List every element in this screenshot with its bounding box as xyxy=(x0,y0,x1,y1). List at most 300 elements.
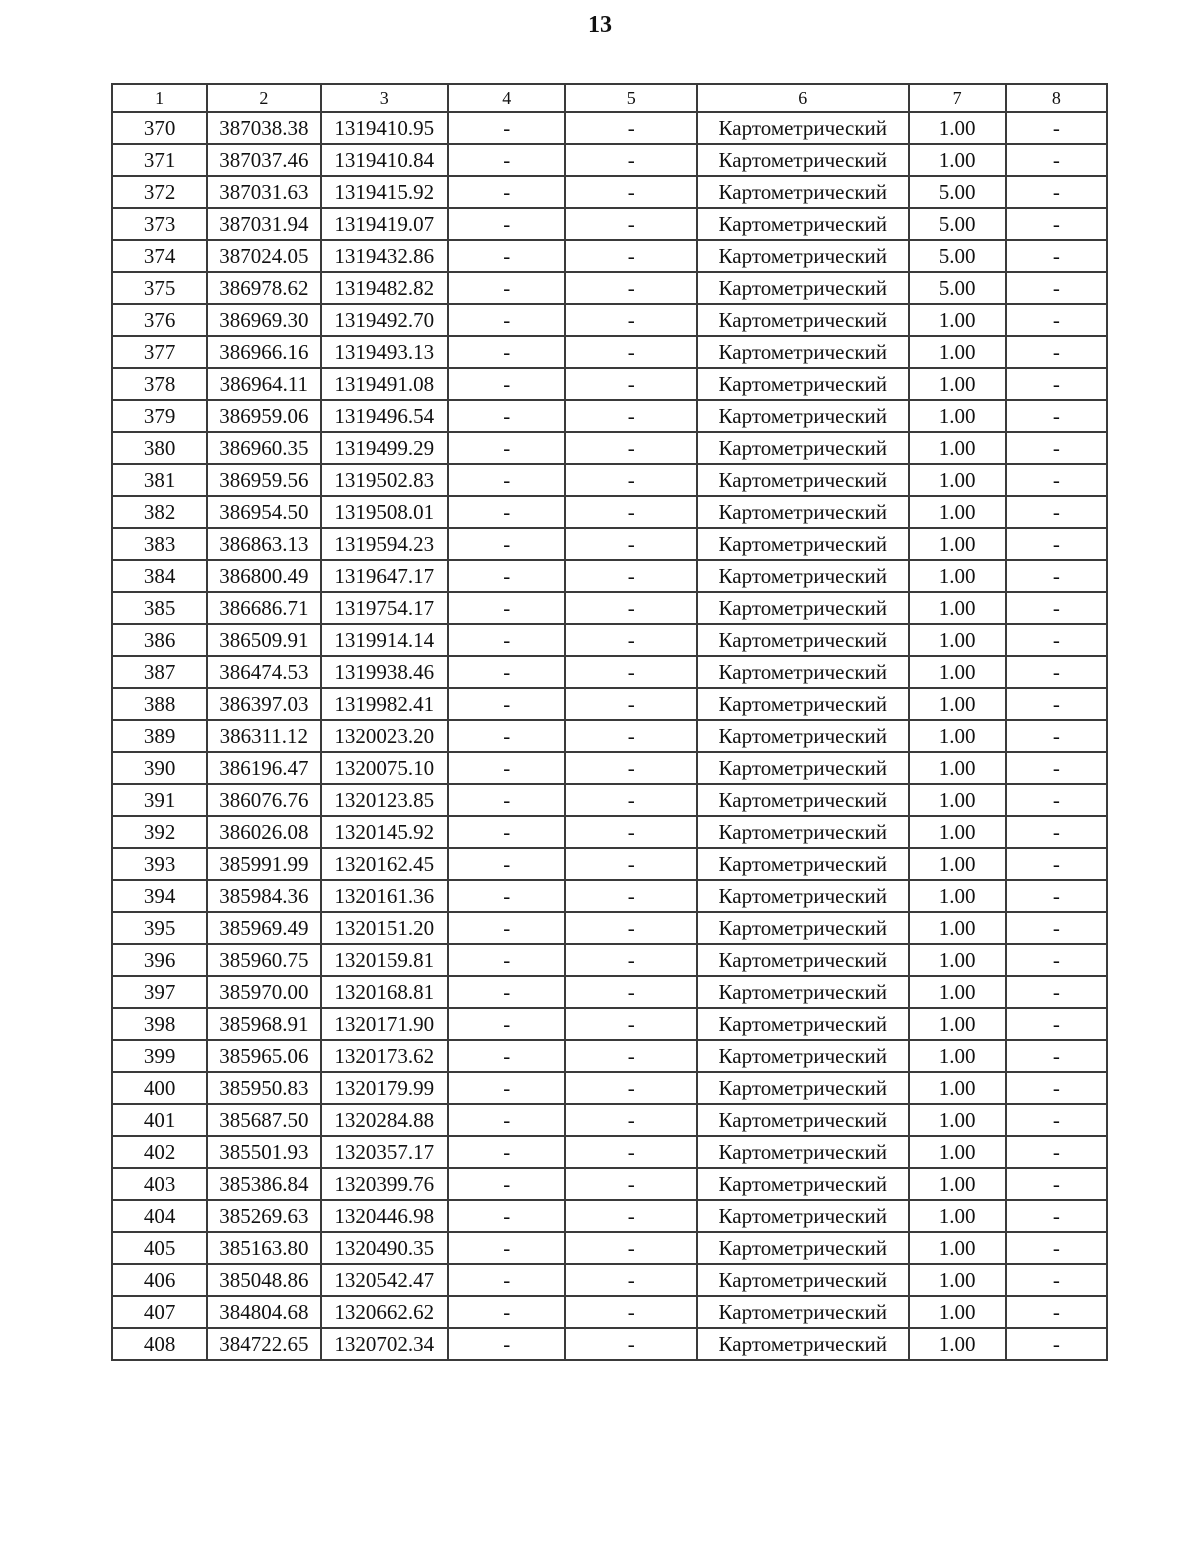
method-cell: Картометрический xyxy=(697,1168,909,1200)
y-coordinate-cell: 1319502.83 xyxy=(321,464,449,496)
table-row xyxy=(112,1104,1107,1136)
method-cell: Картометрический xyxy=(697,240,909,272)
x-coordinate-cell: 386311.12 xyxy=(207,720,320,752)
method-cell: Картометрический xyxy=(697,752,909,784)
point-number-cell: 376 xyxy=(112,304,207,336)
table-row xyxy=(112,1328,1107,1360)
method-cell: Картометрический xyxy=(697,304,909,336)
method-cell: Картометрический xyxy=(697,624,909,656)
point-number-cell: 381 xyxy=(112,464,207,496)
col5-cell: - xyxy=(565,112,697,144)
method-cell: Картометрический xyxy=(697,912,909,944)
accuracy-cell: 1.00 xyxy=(909,944,1006,976)
col5-cell: - xyxy=(565,336,697,368)
method-cell: Картометрический xyxy=(697,496,909,528)
y-coordinate-cell: 1319499.29 xyxy=(321,432,449,464)
y-coordinate-cell: 1320161.36 xyxy=(321,880,449,912)
col4-cell: - xyxy=(448,848,565,880)
y-coordinate-cell: 1320123.85 xyxy=(321,784,449,816)
col4-cell: - xyxy=(448,944,565,976)
y-coordinate-cell: 1319508.01 xyxy=(321,496,449,528)
x-coordinate-cell: 386863.13 xyxy=(207,528,320,560)
point-number-cell: 379 xyxy=(112,400,207,432)
accuracy-cell: 1.00 xyxy=(909,592,1006,624)
point-number-cell: 373 xyxy=(112,208,207,240)
col5-cell: - xyxy=(565,1200,697,1232)
table-row xyxy=(112,144,1107,176)
point-number-cell: 370 xyxy=(112,112,207,144)
col8-cell: - xyxy=(1006,144,1107,176)
col4-cell: - xyxy=(448,240,565,272)
x-coordinate-cell: 384722.65 xyxy=(207,1328,320,1360)
table-row xyxy=(112,1232,1107,1264)
accuracy-cell: 5.00 xyxy=(909,272,1006,304)
y-coordinate-cell: 1319419.07 xyxy=(321,208,449,240)
col8-cell: - xyxy=(1006,720,1107,752)
y-coordinate-cell: 1319492.70 xyxy=(321,304,449,336)
table-row xyxy=(112,336,1107,368)
col5-cell: - xyxy=(565,592,697,624)
x-coordinate-cell: 385984.36 xyxy=(207,880,320,912)
method-cell: Картометрический xyxy=(697,976,909,1008)
col8-cell: - xyxy=(1006,1232,1107,1264)
accuracy-cell: 1.00 xyxy=(909,912,1006,944)
x-coordinate-cell: 387031.94 xyxy=(207,208,320,240)
column-header: 5 xyxy=(565,84,697,112)
x-coordinate-cell: 386196.47 xyxy=(207,752,320,784)
x-coordinate-cell: 386686.71 xyxy=(207,592,320,624)
point-number-cell: 407 xyxy=(112,1296,207,1328)
method-cell: Картометрический xyxy=(697,1104,909,1136)
y-coordinate-cell: 1319754.17 xyxy=(321,592,449,624)
col8-cell: - xyxy=(1006,528,1107,560)
method-cell: Картометрический xyxy=(697,880,909,912)
method-cell: Картометрический xyxy=(697,720,909,752)
x-coordinate-cell: 385991.99 xyxy=(207,848,320,880)
col5-cell: - xyxy=(565,272,697,304)
method-cell: Картометрический xyxy=(697,1136,909,1168)
x-coordinate-cell: 385965.06 xyxy=(207,1040,320,1072)
table-row xyxy=(112,240,1107,272)
table-row xyxy=(112,1136,1107,1168)
accuracy-cell: 1.00 xyxy=(909,144,1006,176)
y-coordinate-cell: 1319432.86 xyxy=(321,240,449,272)
point-number-cell: 402 xyxy=(112,1136,207,1168)
x-coordinate-cell: 385048.86 xyxy=(207,1264,320,1296)
col4-cell: - xyxy=(448,656,565,688)
col4-cell: - xyxy=(448,464,565,496)
point-number-cell: 378 xyxy=(112,368,207,400)
col4-cell: - xyxy=(448,720,565,752)
table-row xyxy=(112,368,1107,400)
col8-cell: - xyxy=(1006,1104,1107,1136)
point-number-cell: 387 xyxy=(112,656,207,688)
coordinates-table xyxy=(111,83,1108,1361)
col5-cell: - xyxy=(565,816,697,848)
table-row xyxy=(112,560,1107,592)
table-row xyxy=(112,496,1107,528)
y-coordinate-cell: 1320399.76 xyxy=(321,1168,449,1200)
col8-cell: - xyxy=(1006,976,1107,1008)
accuracy-cell: 1.00 xyxy=(909,1008,1006,1040)
method-cell: Картометрический xyxy=(697,848,909,880)
col5-cell: - xyxy=(565,240,697,272)
col5-cell: - xyxy=(565,656,697,688)
col8-cell: - xyxy=(1006,496,1107,528)
x-coordinate-cell: 386964.11 xyxy=(207,368,320,400)
x-coordinate-cell: 387037.46 xyxy=(207,144,320,176)
col8-cell: - xyxy=(1006,944,1107,976)
table-row xyxy=(112,752,1107,784)
point-number-cell: 392 xyxy=(112,816,207,848)
x-coordinate-cell: 386959.06 xyxy=(207,400,320,432)
table-row xyxy=(112,1072,1107,1104)
method-cell: Картометрический xyxy=(697,1040,909,1072)
table-row xyxy=(112,1264,1107,1296)
table-row xyxy=(112,784,1107,816)
accuracy-cell: 1.00 xyxy=(909,784,1006,816)
col5-cell: - xyxy=(565,880,697,912)
accuracy-cell: 1.00 xyxy=(909,368,1006,400)
y-coordinate-cell: 1320179.99 xyxy=(321,1072,449,1104)
point-number-cell: 408 xyxy=(112,1328,207,1360)
accuracy-cell: 1.00 xyxy=(909,400,1006,432)
column-header: 3 xyxy=(321,84,449,112)
method-cell: Картометрический xyxy=(697,944,909,976)
method-cell: Картометрический xyxy=(697,816,909,848)
x-coordinate-cell: 387024.05 xyxy=(207,240,320,272)
col5-cell: - xyxy=(565,624,697,656)
table-row xyxy=(112,272,1107,304)
col5-cell: - xyxy=(565,1040,697,1072)
table-row xyxy=(112,528,1107,560)
accuracy-cell: 5.00 xyxy=(909,208,1006,240)
col4-cell: - xyxy=(448,1040,565,1072)
x-coordinate-cell: 386954.50 xyxy=(207,496,320,528)
col8-cell: - xyxy=(1006,784,1107,816)
col8-cell: - xyxy=(1006,912,1107,944)
col8-cell: - xyxy=(1006,752,1107,784)
point-number-cell: 400 xyxy=(112,1072,207,1104)
table-row xyxy=(112,1008,1107,1040)
accuracy-cell: 5.00 xyxy=(909,176,1006,208)
method-cell: Картометрический xyxy=(697,528,909,560)
accuracy-cell: 1.00 xyxy=(909,1328,1006,1360)
method-cell: Картометрический xyxy=(697,208,909,240)
y-coordinate-cell: 1319410.84 xyxy=(321,144,449,176)
col8-cell: - xyxy=(1006,656,1107,688)
y-coordinate-cell: 1320145.92 xyxy=(321,816,449,848)
accuracy-cell: 5.00 xyxy=(909,240,1006,272)
y-coordinate-cell: 1320162.45 xyxy=(321,848,449,880)
col8-cell: - xyxy=(1006,240,1107,272)
col8-cell: - xyxy=(1006,176,1107,208)
table-body xyxy=(112,112,1107,1360)
table-row xyxy=(112,944,1107,976)
accuracy-cell: 1.00 xyxy=(909,720,1006,752)
x-coordinate-cell: 385386.84 xyxy=(207,1168,320,1200)
col4-cell: - xyxy=(448,368,565,400)
col5-cell: - xyxy=(565,848,697,880)
point-number-cell: 383 xyxy=(112,528,207,560)
col4-cell: - xyxy=(448,336,565,368)
point-number-cell: 393 xyxy=(112,848,207,880)
col4-cell: - xyxy=(448,432,565,464)
col5-cell: - xyxy=(565,1328,697,1360)
col5-cell: - xyxy=(565,176,697,208)
point-number-cell: 391 xyxy=(112,784,207,816)
accuracy-cell: 1.00 xyxy=(909,464,1006,496)
col8-cell: - xyxy=(1006,816,1107,848)
table-row xyxy=(112,432,1107,464)
column-header: 8 xyxy=(1006,84,1107,112)
method-cell: Картометрический xyxy=(697,688,909,720)
col5-cell: - xyxy=(565,208,697,240)
x-coordinate-cell: 385970.00 xyxy=(207,976,320,1008)
method-cell: Картометрический xyxy=(697,176,909,208)
method-cell: Картометрический xyxy=(697,592,909,624)
y-coordinate-cell: 1319938.46 xyxy=(321,656,449,688)
x-coordinate-cell: 386969.30 xyxy=(207,304,320,336)
method-cell: Картометрический xyxy=(697,1072,909,1104)
point-number-cell: 388 xyxy=(112,688,207,720)
x-coordinate-cell: 386959.56 xyxy=(207,464,320,496)
column-header: 6 xyxy=(697,84,909,112)
col8-cell: - xyxy=(1006,400,1107,432)
x-coordinate-cell: 386966.16 xyxy=(207,336,320,368)
col4-cell: - xyxy=(448,1136,565,1168)
table-row xyxy=(112,912,1107,944)
col8-cell: - xyxy=(1006,848,1107,880)
col4-cell: - xyxy=(448,144,565,176)
col8-cell: - xyxy=(1006,1328,1107,1360)
accuracy-cell: 1.00 xyxy=(909,1296,1006,1328)
point-number-cell: 372 xyxy=(112,176,207,208)
col4-cell: - xyxy=(448,1296,565,1328)
x-coordinate-cell: 385269.63 xyxy=(207,1200,320,1232)
col8-cell: - xyxy=(1006,208,1107,240)
table-header-row xyxy=(112,84,1107,112)
point-number-cell: 382 xyxy=(112,496,207,528)
table-row xyxy=(112,304,1107,336)
accuracy-cell: 1.00 xyxy=(909,1232,1006,1264)
col8-cell: - xyxy=(1006,1200,1107,1232)
x-coordinate-cell: 386800.49 xyxy=(207,560,320,592)
method-cell: Картометрический xyxy=(697,1296,909,1328)
accuracy-cell: 1.00 xyxy=(909,1104,1006,1136)
accuracy-cell: 1.00 xyxy=(909,752,1006,784)
x-coordinate-cell: 386474.53 xyxy=(207,656,320,688)
col4-cell: - xyxy=(448,688,565,720)
method-cell: Картометрический xyxy=(697,272,909,304)
col5-cell: - xyxy=(565,784,697,816)
x-coordinate-cell: 385969.49 xyxy=(207,912,320,944)
accuracy-cell: 1.00 xyxy=(909,1040,1006,1072)
table-row xyxy=(112,848,1107,880)
x-coordinate-cell: 387031.63 xyxy=(207,176,320,208)
y-coordinate-cell: 1319496.54 xyxy=(321,400,449,432)
point-number-cell: 405 xyxy=(112,1232,207,1264)
accuracy-cell: 1.00 xyxy=(909,1168,1006,1200)
x-coordinate-cell: 385950.83 xyxy=(207,1072,320,1104)
y-coordinate-cell: 1319982.41 xyxy=(321,688,449,720)
column-header: 4 xyxy=(448,84,565,112)
col8-cell: - xyxy=(1006,1040,1107,1072)
x-coordinate-cell: 385968.91 xyxy=(207,1008,320,1040)
col4-cell: - xyxy=(448,1232,565,1264)
col8-cell: - xyxy=(1006,1264,1107,1296)
point-number-cell: 401 xyxy=(112,1104,207,1136)
col5-cell: - xyxy=(565,432,697,464)
accuracy-cell: 1.00 xyxy=(909,1136,1006,1168)
col8-cell: - xyxy=(1006,560,1107,592)
table-row xyxy=(112,176,1107,208)
method-cell: Картометрический xyxy=(697,656,909,688)
page-number: 13 xyxy=(588,12,612,38)
col8-cell: - xyxy=(1006,1168,1107,1200)
y-coordinate-cell: 1320023.20 xyxy=(321,720,449,752)
y-coordinate-cell: 1319493.13 xyxy=(321,336,449,368)
table-row xyxy=(112,464,1107,496)
col4-cell: - xyxy=(448,208,565,240)
x-coordinate-cell: 385163.80 xyxy=(207,1232,320,1264)
method-cell: Картометрический xyxy=(697,368,909,400)
y-coordinate-cell: 1320159.81 xyxy=(321,944,449,976)
y-coordinate-cell: 1320151.20 xyxy=(321,912,449,944)
point-number-cell: 396 xyxy=(112,944,207,976)
col5-cell: - xyxy=(565,560,697,592)
y-coordinate-cell: 1320490.35 xyxy=(321,1232,449,1264)
col8-cell: - xyxy=(1006,336,1107,368)
accuracy-cell: 1.00 xyxy=(909,496,1006,528)
table-row xyxy=(112,400,1107,432)
col5-cell: - xyxy=(565,752,697,784)
x-coordinate-cell: 387038.38 xyxy=(207,112,320,144)
col5-cell: - xyxy=(565,464,697,496)
x-coordinate-cell: 385501.93 xyxy=(207,1136,320,1168)
y-coordinate-cell: 1319491.08 xyxy=(321,368,449,400)
table-row xyxy=(112,1200,1107,1232)
col4-cell: - xyxy=(448,1104,565,1136)
col4-cell: - xyxy=(448,592,565,624)
col4-cell: - xyxy=(448,880,565,912)
col8-cell: - xyxy=(1006,624,1107,656)
table-row xyxy=(112,1296,1107,1328)
col5-cell: - xyxy=(565,720,697,752)
accuracy-cell: 1.00 xyxy=(909,624,1006,656)
col4-cell: - xyxy=(448,912,565,944)
point-number-cell: 399 xyxy=(112,1040,207,1072)
accuracy-cell: 1.00 xyxy=(909,304,1006,336)
table-row xyxy=(112,112,1107,144)
y-coordinate-cell: 1319415.92 xyxy=(321,176,449,208)
table-row xyxy=(112,976,1107,1008)
col8-cell: - xyxy=(1006,304,1107,336)
col8-cell: - xyxy=(1006,112,1107,144)
accuracy-cell: 1.00 xyxy=(909,528,1006,560)
col5-cell: - xyxy=(565,1008,697,1040)
col4-cell: - xyxy=(448,560,565,592)
table-row xyxy=(112,688,1107,720)
x-coordinate-cell: 386026.08 xyxy=(207,816,320,848)
col4-cell: - xyxy=(448,784,565,816)
point-number-cell: 385 xyxy=(112,592,207,624)
y-coordinate-cell: 1320357.17 xyxy=(321,1136,449,1168)
accuracy-cell: 1.00 xyxy=(909,560,1006,592)
col4-cell: - xyxy=(448,304,565,336)
col4-cell: - xyxy=(448,1264,565,1296)
accuracy-cell: 1.00 xyxy=(909,432,1006,464)
table-row xyxy=(112,208,1107,240)
y-coordinate-cell: 1320171.90 xyxy=(321,1008,449,1040)
col5-cell: - xyxy=(565,1072,697,1104)
col4-cell: - xyxy=(448,1008,565,1040)
x-coordinate-cell: 386397.03 xyxy=(207,688,320,720)
accuracy-cell: 1.00 xyxy=(909,976,1006,1008)
y-coordinate-cell: 1320168.81 xyxy=(321,976,449,1008)
point-number-cell: 386 xyxy=(112,624,207,656)
accuracy-cell: 1.00 xyxy=(909,816,1006,848)
col5-cell: - xyxy=(565,368,697,400)
col4-cell: - xyxy=(448,272,565,304)
accuracy-cell: 1.00 xyxy=(909,112,1006,144)
point-number-cell: 384 xyxy=(112,560,207,592)
point-number-cell: 394 xyxy=(112,880,207,912)
x-coordinate-cell: 384804.68 xyxy=(207,1296,320,1328)
x-coordinate-cell: 386509.91 xyxy=(207,624,320,656)
y-coordinate-cell: 1319914.14 xyxy=(321,624,449,656)
method-cell: Картометрический xyxy=(697,560,909,592)
x-coordinate-cell: 385960.75 xyxy=(207,944,320,976)
point-number-cell: 375 xyxy=(112,272,207,304)
col8-cell: - xyxy=(1006,1008,1107,1040)
table-row xyxy=(112,880,1107,912)
y-coordinate-cell: 1319594.23 xyxy=(321,528,449,560)
x-coordinate-cell: 386076.76 xyxy=(207,784,320,816)
x-coordinate-cell: 385687.50 xyxy=(207,1104,320,1136)
col8-cell: - xyxy=(1006,880,1107,912)
col4-cell: - xyxy=(448,1168,565,1200)
column-header: 1 xyxy=(112,84,207,112)
col5-cell: - xyxy=(565,1168,697,1200)
accuracy-cell: 1.00 xyxy=(909,656,1006,688)
col5-cell: - xyxy=(565,944,697,976)
y-coordinate-cell: 1320446.98 xyxy=(321,1200,449,1232)
col8-cell: - xyxy=(1006,688,1107,720)
y-coordinate-cell: 1319410.95 xyxy=(321,112,449,144)
y-coordinate-cell: 1319647.17 xyxy=(321,560,449,592)
method-cell: Картометрический xyxy=(697,1264,909,1296)
method-cell: Картометрический xyxy=(697,784,909,816)
point-number-cell: 390 xyxy=(112,752,207,784)
y-coordinate-cell: 1320075.10 xyxy=(321,752,449,784)
col8-cell: - xyxy=(1006,1296,1107,1328)
method-cell: Картометрический xyxy=(697,1328,909,1360)
column-header: 2 xyxy=(207,84,320,112)
col4-cell: - xyxy=(448,1200,565,1232)
method-cell: Картометрический xyxy=(697,112,909,144)
table-row xyxy=(112,720,1107,752)
col8-cell: - xyxy=(1006,1136,1107,1168)
col8-cell: - xyxy=(1006,464,1107,496)
col8-cell: - xyxy=(1006,432,1107,464)
point-number-cell: 404 xyxy=(112,1200,207,1232)
point-number-cell: 389 xyxy=(112,720,207,752)
accuracy-cell: 1.00 xyxy=(909,1264,1006,1296)
col5-cell: - xyxy=(565,528,697,560)
col4-cell: - xyxy=(448,976,565,1008)
accuracy-cell: 1.00 xyxy=(909,880,1006,912)
